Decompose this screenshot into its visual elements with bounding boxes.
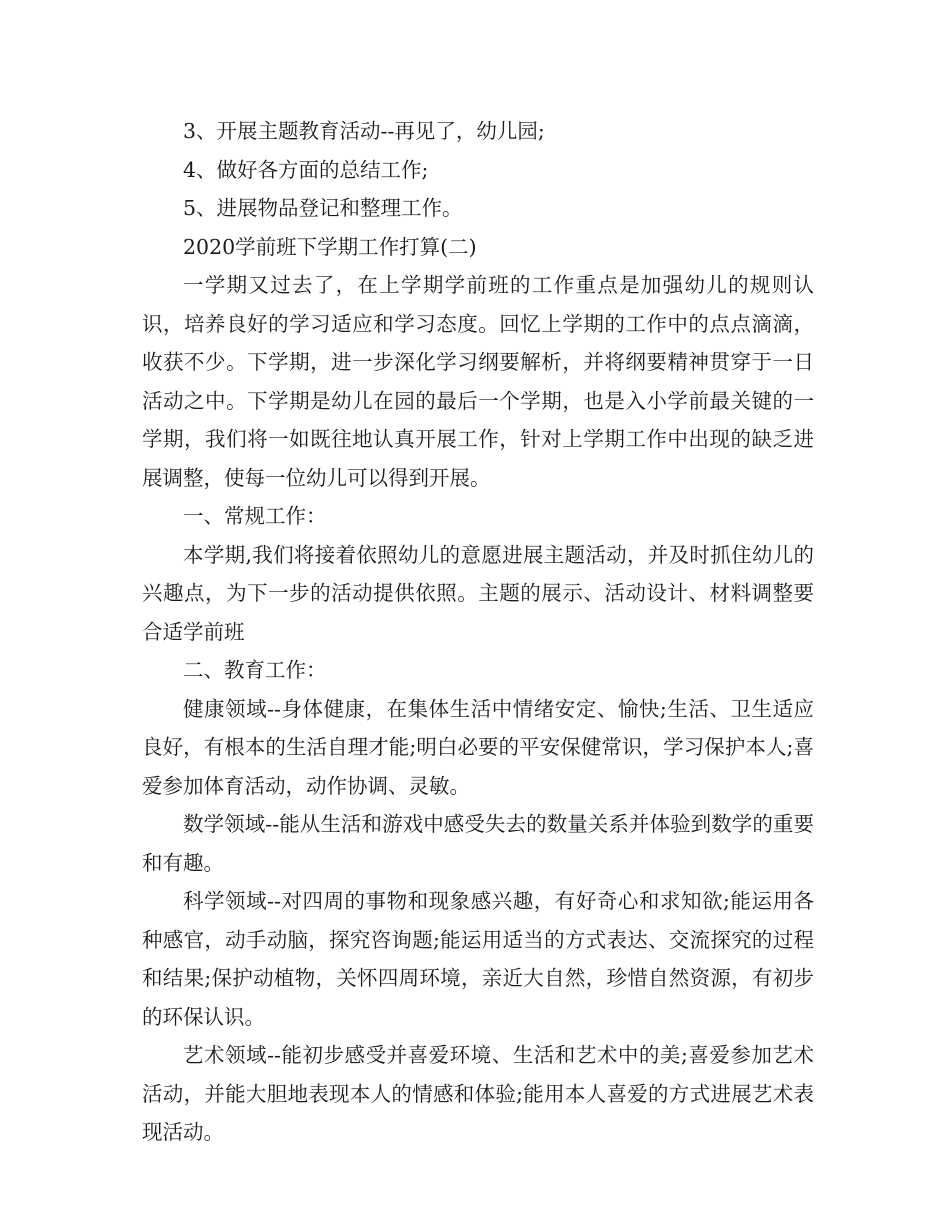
list-item-4: 4、做好各方面的总结工作; bbox=[183, 157, 429, 182]
art-domain-paragraph: 艺术领域--能初步感受并喜爱环境、生活和艺术中的美;喜爱参加艺术活动，并能大胆地表现本人的情感和体验;能用本人喜爱的方式进展艺术表现活动。 bbox=[142, 1043, 814, 1144]
science-domain-paragraph: 科学领域--对四周的事物和现象感兴趣，有好奇心和求知欲;能运用各种感官，动手动脑，探究咨询题;能运用适当的方式表达、交流探究的过程和结果;保护动植物，关怀四周环境，亲近大自然，珍惜自然资源，有初步的环保认识。 bbox=[142, 889, 814, 1029]
list-item-3: 3、开展主题教育活动--再见了，幼儿园; bbox=[183, 119, 545, 143]
document-body bbox=[142, 112, 814, 1152]
heading-routine-work: 一、常规工作： bbox=[183, 504, 327, 528]
intro-paragraph: 一学期又过去了，在上学期学前班的工作重点是加强幼儿的规则认识，培养良好的学习适应和学习态度。回忆上学期的工作中的点点滴滴，收获不少。下学期，进一步深化学习纲要解析，并将纲要精神贯穿于一日活动之中。下学期是幼儿在园的最后一个学期，也是入小学前最关键的一学期，我们将一如既往地认真开展工作，针对上学期工作中出现的缺乏进展调整，使每一位幼儿可以得到开展。 bbox=[142, 273, 814, 490]
section-title: 2020学前班下学期工作打算(二) bbox=[183, 234, 477, 259]
heading-education-work: 二、教育工作： bbox=[183, 658, 327, 682]
math-domain-paragraph: 数学领域--能从生活和游戏中感受失去的数量关系并体验到数学的重要和有趣。 bbox=[142, 812, 814, 875]
health-domain-paragraph: 健康领域--身体健康，在集体生活中情绪安定、愉快;生活、卫生适应良好，有根本的生活自理才能;明白必要的平安保健常识，学习保护本人;喜爱参加体育活动，动作协调、灵敏。 bbox=[142, 696, 814, 798]
list-item-5: 5、进展物品登记和整理工作。 bbox=[183, 196, 463, 220]
routine-work-paragraph: 本学期,我们将接着依照幼儿的意愿进展主题活动，并及时抓住幼儿的兴趣点，为下一步的活动提供依照。主题的展示、活动设计、材料调整要合适学前班 bbox=[142, 542, 814, 644]
